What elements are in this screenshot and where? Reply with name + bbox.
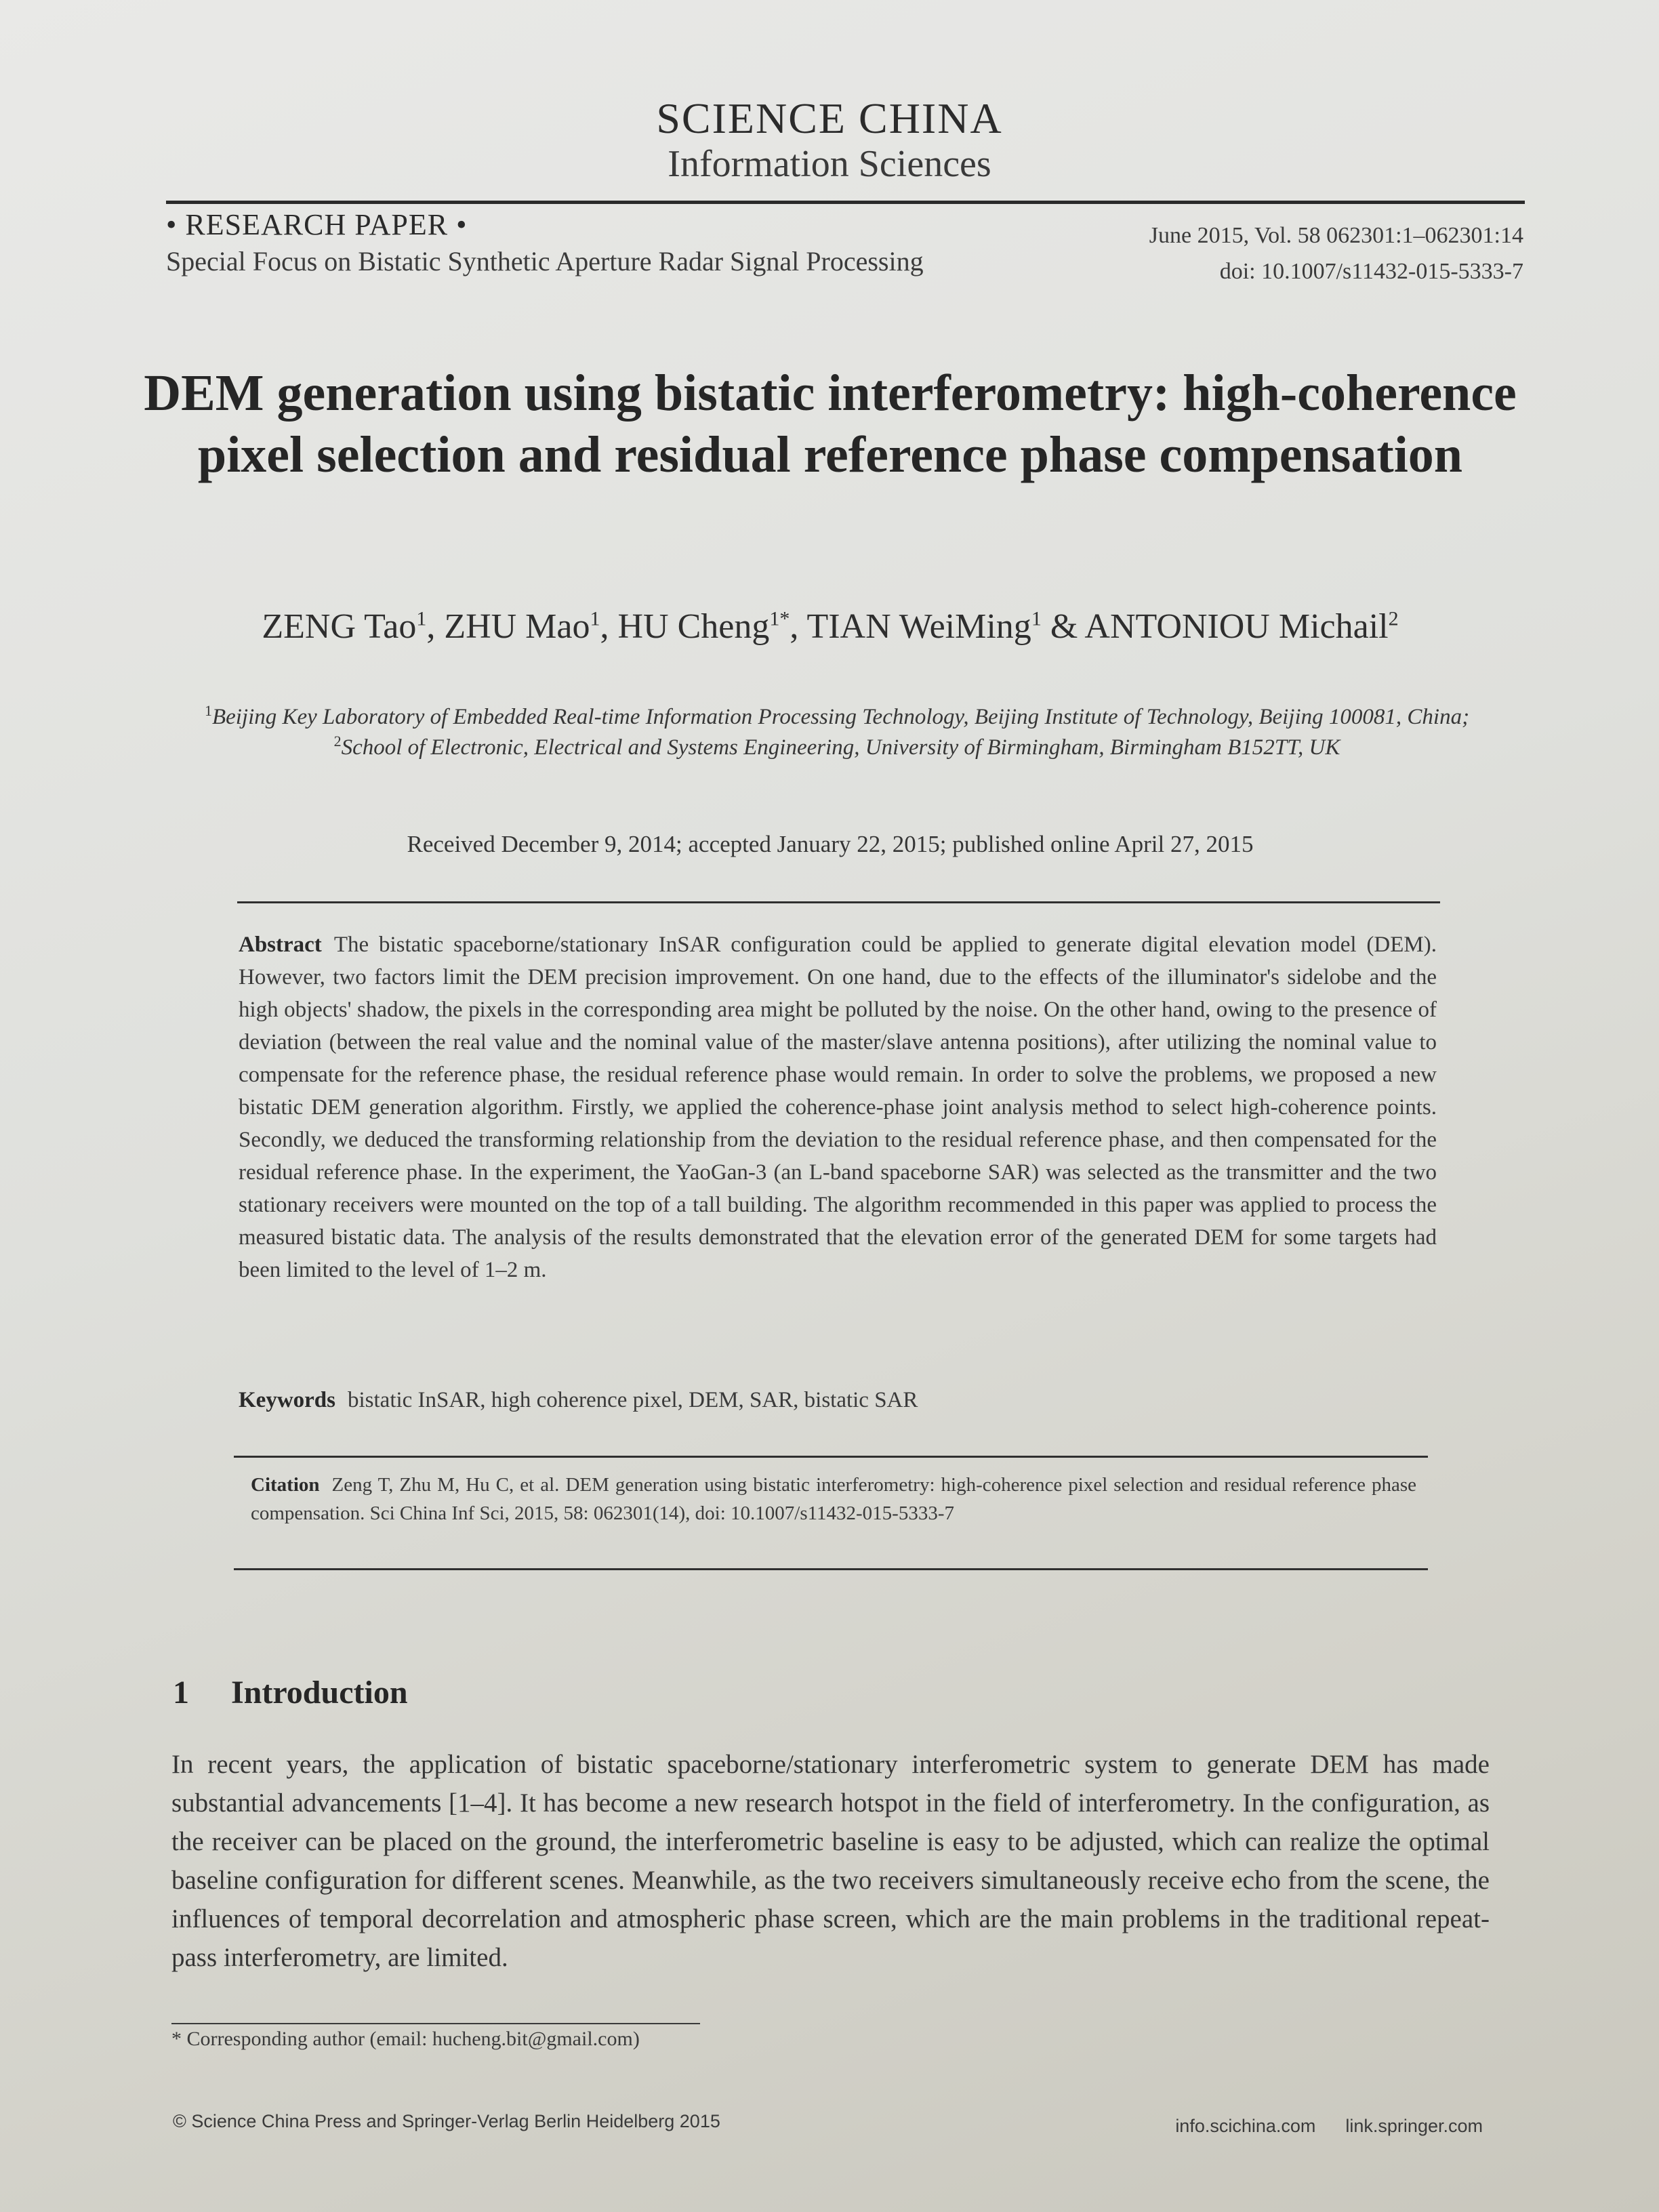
keywords: [239, 1388, 1437, 1413]
header-rule: [166, 201, 1525, 204]
citation: [251, 1471, 1416, 1528]
paper-type: • RESEARCH PAPER •: [166, 208, 468, 241]
doi: doi: 10.1007/s11432-015-5333-7: [1219, 258, 1523, 284]
author: HU Cheng$^{1*}$,: [617, 607, 807, 646]
citation-label: Citation: [251, 1474, 320, 1496]
abstract-text: The bistatic spaceborne/stationary InSAR configuration could be applied to generate digital elevation model (DEM). However, two factors limit the DEM precision improvement. On one hand, due to the effects of the illuminator's sidelobe and the high objects' shadow, the pixels in the corresponding area might be polluted by the noise. On the other hand, owing to the presence of deviation (between the real value and the nominal value of the master/slave antenna positions), after utilizing the nominal value to compensate for the reference phase, the residual reference phase would remain. In order to solve the problems, we proposed a new bistatic DEM generation algorithm. Firstly, we applied the coherence-phase joint analysis method to select high-coherence points. Secondly, we deduced the transforming relationship from the deviation to the residual reference phase, and then compensated for the residual reference phase. In the experiment, the YaoGan-3 (an L-band spaceborne SAR) was selected as the transmitter and the two stationary receivers were mounted on the top of a tall building. The algorithm recommended in this paper was applied to process the measured bistatic data. The analysis of the results demonstrated that the elevation error of the generated DEM for some targets had been limited to the level of 1–2 m.: [239, 933, 1437, 1282]
special-focus: Special Focus on Bistatic Synthetic Aperture Radar Signal Processing: [166, 246, 924, 276]
citation-text: Zeng T, Zhu M, Hu C, et al. DEM generation using bistatic interferometry: high-coherence pixel selection and residual reference phase compensation. Sci China Inf Sci, 2015, 58: 062301(14), doi: 10.1007/s11432-015-5333-7: [251, 1474, 1416, 1524]
abstract: [239, 928, 1437, 1286]
copyright: © Science China Press and Springer-Verlag Berlin Heidelberg 2015: [173, 2111, 720, 2131]
footer-link-scichina[interactable]: info.scichina.com: [1175, 2116, 1316, 2136]
affiliation-2: $^2$School of Electronic, Electrical and Systems Engineering, University of Birmingham, Birmingham B152TT, UK: [333, 732, 1340, 760]
keywords-text: bistatic InSAR, high coherence pixel, DEM, SAR, bistatic SAR: [348, 1388, 918, 1412]
footer-link-springer[interactable]: link.springer.com: [1345, 2116, 1483, 2136]
keywords-label: Keywords: [239, 1388, 335, 1412]
author: ZHU Mao$^1$,: [444, 607, 618, 646]
footnote: * Corresponding author (email: hucheng.bit@gmail.com): [171, 2028, 640, 2050]
abstract-label: Abstract: [239, 933, 322, 957]
affiliation-1: $^1$Beijing Key Laboratory of Embedded Real-time Information Processing Technology, Beijing Institute of Technology, Beijing 100081, China;: [204, 702, 1470, 729]
section-heading: [173, 1674, 408, 1711]
section-title: Introduction: [231, 1675, 408, 1711]
issue-meta: [1149, 218, 1523, 289]
author: ANTONIOU Michail$^2$: [1084, 607, 1399, 646]
footnote-rule: [171, 2023, 700, 2024]
issue-info: June 2015, Vol. 58 062301:1–062301:14: [1149, 223, 1523, 248]
author: ZENG Tao$^1$,: [262, 607, 445, 646]
author-list: [136, 607, 1525, 647]
footer-links: [1175, 2116, 1483, 2137]
paper-title: DEM generation using bistatic interferometry: high-coherence pixel selection and residual reference phase compensation: [144, 365, 1517, 484]
journal-name: SCIENCE CHINA: [656, 94, 1003, 142]
intro-paragraph: In recent years, the application of bistatic spaceborne/stationary interferometric system to generate DEM has made substantial advancements [1–4]. It has become a new research hotspot in the field of interferometry. In the configuration, as the receiver can be placed on the ground, the interferometric baseline is easy to be adjusted, which can realize the optimal baseline configuration for different scenes. Meanwhile, as the two receivers simultaneously receive echo from the scene, the influences of temporal decorrelation and atmospheric phase screen, which are the main problems in the traditional repeat-pass interferometry, are limited.: [171, 1750, 1490, 1972]
journal-masthead: [0, 95, 1659, 186]
publication-dates: Received December 9, 2014; accepted January 22, 2015; published online April 27, 2015: [407, 831, 1254, 857]
citation-top-rule: [234, 1456, 1428, 1458]
citation-bottom-rule: [234, 1568, 1428, 1570]
journal-subtitle: Information Sciences: [668, 143, 991, 186]
abstract-top-rule: [237, 901, 1440, 903]
author: TIAN WeiMing$^1$ &: [806, 607, 1085, 646]
affiliations: [197, 701, 1477, 762]
section-number: 1: [173, 1675, 189, 1711]
